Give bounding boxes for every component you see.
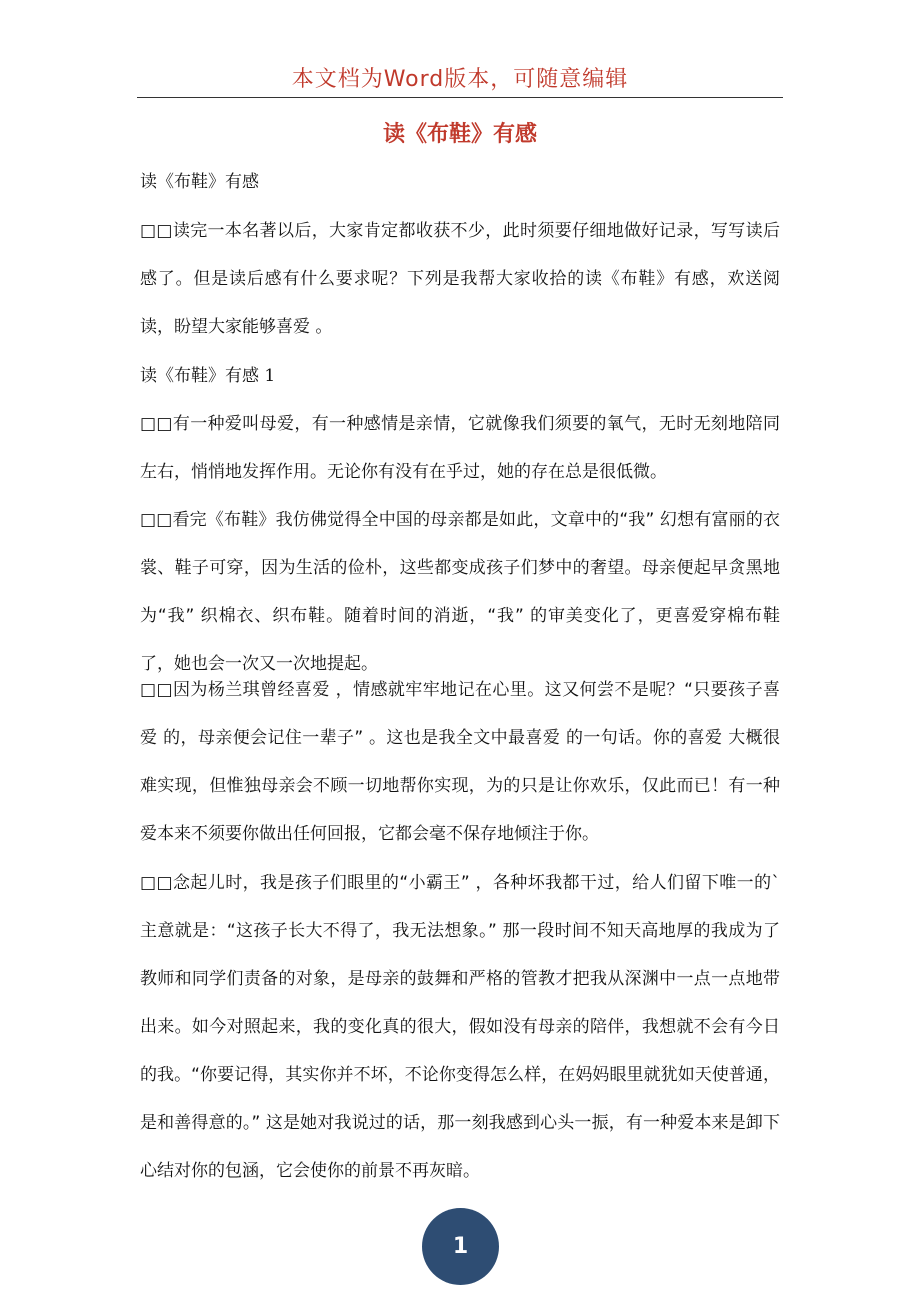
- intro-paragraph: □□读完一本名著以后，大家肯定都收获不少，此时须要仔细地做好记录，写写读后感了。但是读后感有什么要求呢？下列是我帮大家收拾的读《布鞋》有感，欢送阅读，盼望大家能够喜爱 。: [140, 221, 780, 337]
- paragraph-reading-buxie: □□看完《布鞋》我仿佛觉得全中国的母亲都是如此，文章中的“我” 幻想有富丽的衣裳、鞋子可穿，因为生活的俭朴，这些都变成孩子们梦中的奢望。母亲便起早贪黑地为“我” 织棉衣、织布鞋。随着时间的消逝，“我” 的审美变化了，更喜爱穿棉布鞋了，她也会一次又一次地提起。: [140, 510, 780, 674]
- paragraph-yang-lanqi: □□因为杨兰琪曾经喜爱 ，情感就牢牢地记在心里。这又何尝不是呢？“只要孩子喜爱 的，母亲便会记住一辈子” 。这也是我全文中最喜爱 的一句话。你的喜爱 大概很难实现，但惟独母亲会不顾一切地帮你实现，为的只是让你欢乐，仅此而已！有一种爱本来不须要你做出任何回报，它都会毫不保存地倾注于你。: [140, 680, 780, 844]
- subheading-title: 读《布鞋》有感: [140, 172, 259, 192]
- header-divider: [137, 97, 783, 98]
- document-title: 读《布鞋》有感: [382, 122, 537, 147]
- subheading-essay-1: 读《布鞋》有感 1: [140, 366, 276, 386]
- paragraph-childhood: □□念起儿时，我是孩子们眼里的“小霸王” ，各种坏我都干过，给人们留下唯一的`主意就是：“这孩子长大不得了，我无法想象。” 那一段时间不知天高地厚的我成为了教师和同学们责备的对象，是母亲的鼓舞和严格的管教才把我从深渊中一点一点地带出来。如今对照起来，我的变化真的很大，假如没有母亲的陪伴，我想就不会有今日的我。“你要记得，其实你并不坏，不论你变得怎么样，在妈妈眼里就犹如天使普通，是和善得意的。” 这是她对我说过的话，那一刻我感到心头一振，有一种爱本来是卸下心结对你的包涵，它会使你的前景不再灰暗。: [140, 873, 780, 1181]
- header-banner: 本文档为Word版本，可随意编辑: [291, 67, 629, 92]
- paragraph-mother-love: □□有一种爱叫母爱，有一种感情是亲情，它就像我们须要的氧气，无时无刻地陪同左右，悄悄地发挥作用。无论你有没有在乎过，她的存在总是很低微。: [140, 414, 780, 482]
- page-number-badge: 1: [422, 1208, 499, 1285]
